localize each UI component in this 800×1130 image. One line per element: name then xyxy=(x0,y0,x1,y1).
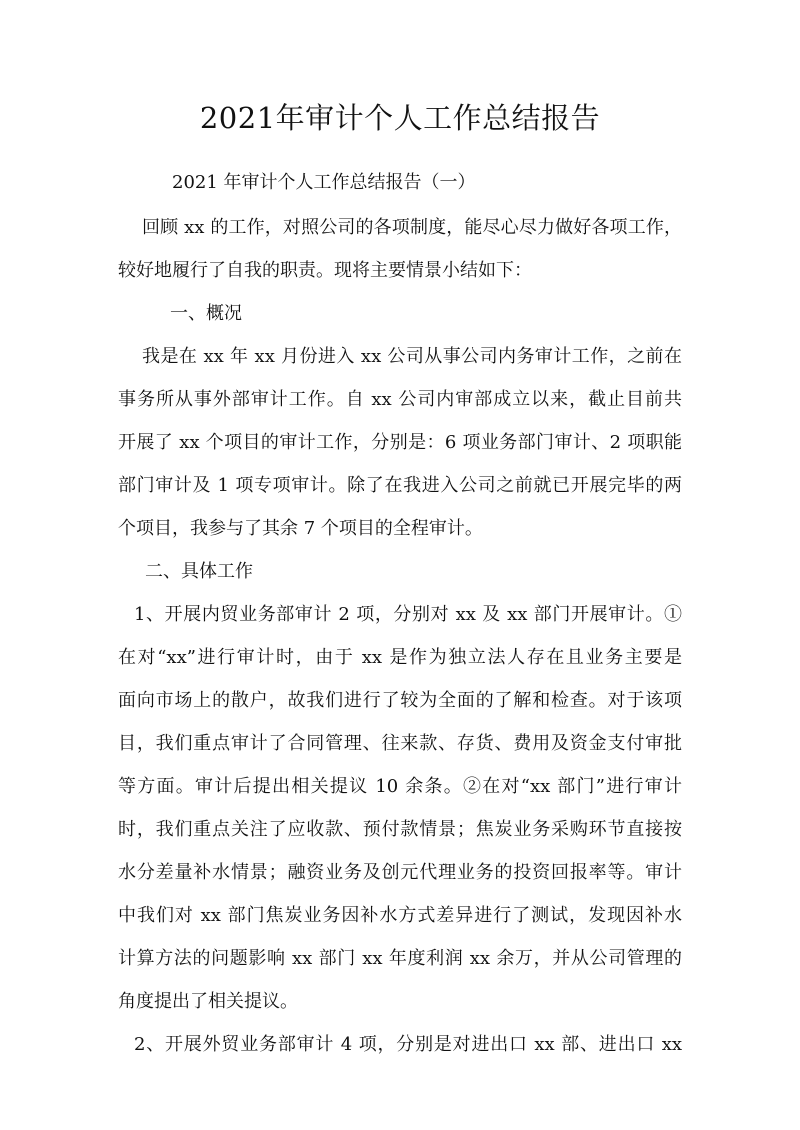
paragraph-line: 目，我们重点审计了合同管理、往来款、存货、费用及资金支付审批 xyxy=(118,733,682,754)
paragraph-line: 事务所从事外部审计工作。自 xx 公司内审部成立以来，截止目前共 xyxy=(118,389,682,410)
paragraph-line: 计算方法的问题影响 xx 部门 xx 年度利润 xx 余万，并从公司管理的 xyxy=(118,948,682,969)
document-subtitle: 2021 年审计个人工作总结报告（一） xyxy=(172,172,476,193)
paragraph-line: 个项目，我参与了其余 7 个项目的全程审计。 xyxy=(118,518,483,539)
paragraph-line: 面向市场上的散户，故我们进行了较为全面的了解和检查。对于该项 xyxy=(118,690,682,711)
paragraph-line: 回顾 xx 的工作，对照公司的各项制度，能尽心尽力做好各项工作， xyxy=(142,217,682,238)
paragraph-line: 开展了 xx 个项目的审计工作，分别是：6 项业务部门审计、2 项职能 xyxy=(118,432,682,453)
paragraph-line: 我是在 xx 年 xx 月份进入 xx 公司从事公司内务审计工作，之前在 xyxy=(142,346,682,367)
paragraph-line: 在对“xx”进行审计时，由于 xx 是作为独立法人存在且业务主要是 xyxy=(118,647,682,668)
paragraph-line: 等方面。审计后提出相关提议 10 余条。②在对“xx 部门”进行审计 xyxy=(118,776,682,797)
document-title: 2021年审计个人工作总结报告 xyxy=(199,101,601,135)
paragraph-line: 较好地履行了自我的职责。现将主要情景小结如下： xyxy=(118,260,532,281)
paragraph-line: 中我们对 xx 部门焦炭业务因补水方式差异进行了测试，发现因补水 xyxy=(118,905,682,926)
paragraph-line: 水分差量补水情景；融资业务及创元代理业务的投资回报率等。审计 xyxy=(118,862,682,883)
section-heading: 一、概况 xyxy=(170,303,242,324)
paragraph-line: 部门审计及 1 项专项审计。除了在我进入公司之前就已开展完毕的两 xyxy=(118,475,682,496)
paragraph-line: 角度提出了相关提议。 xyxy=(118,991,298,1012)
paragraph-line: 2、开展外贸业务部审计 4 项，分别是对进出口 xx 部、进出口 xx xyxy=(134,1034,682,1055)
paragraph-line: 时，我们重点关注了应收款、预付款情景；焦炭业务采购环节直接按 xyxy=(118,819,682,840)
section-heading: 二、具体工作 xyxy=(145,561,253,582)
paragraph-line: 1、开展内贸业务部审计 2 项，分别对 xx 及 xx 部门开展审计。① xyxy=(134,604,682,625)
